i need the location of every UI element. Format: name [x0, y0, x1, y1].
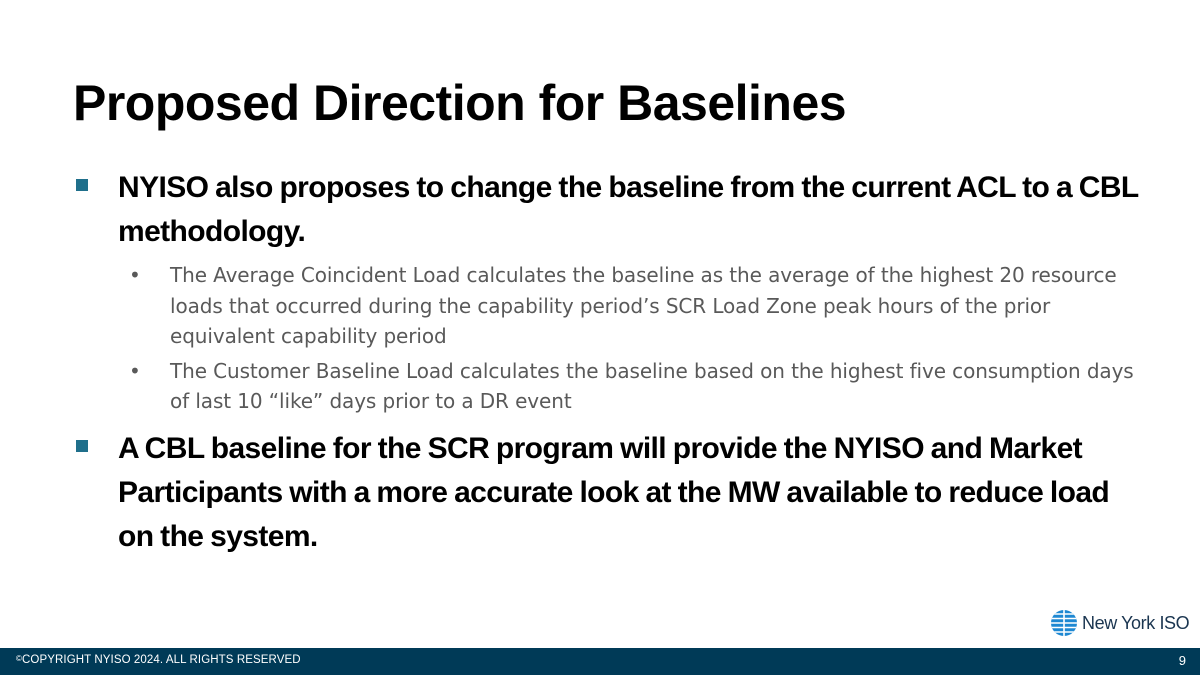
- sub-bullet-text: The Customer Baseline Load calculates the baseline based on the highest five consumption days of last 10 “like” days prior to a DR event: [170, 358, 1134, 413]
- page-number: 9: [1178, 653, 1186, 668]
- round-bullet-icon: •: [129, 358, 141, 383]
- sub-bullet-item: [73, 356, 1143, 417]
- copyright-text: COPYRIGHT NYISO 2024. ALL RIGHTS RESERVED: [22, 654, 301, 666]
- sub-bullet-text: The Average Coincident Load calculates the baseline as the average of the highest 20 resource loads that occurred during the capability period’s SCR Load Zone peak hours of the prior equivalent capability period: [170, 263, 1117, 348]
- square-bullet-icon: [76, 179, 88, 191]
- bullet-item: [73, 427, 1143, 559]
- copyright-notice: [16, 654, 301, 666]
- logo-text: New York ISO: [1082, 612, 1190, 633]
- slide-title: Proposed Direction for Baselines: [73, 75, 847, 131]
- bullet-text: A CBL baseline for the SCR program will provide the NYISO and Market Participants with a more accurate look at the MW available to reduce load on the system.: [118, 431, 1110, 553]
- square-bullet-icon: [76, 440, 88, 452]
- bullet-text: NYISO also proposes to change the baseline from the current ACL to a CBL methodology.: [118, 171, 1139, 248]
- bullet-item: [73, 166, 1143, 254]
- nyiso-logo: [1050, 609, 1189, 637]
- round-bullet-icon: •: [129, 263, 141, 287]
- copyright-symbol: ©: [16, 654, 22, 663]
- slide-body: [73, 166, 1143, 559]
- globe-icon: [1050, 609, 1078, 637]
- footer-bar: [0, 648, 1200, 675]
- sub-bullet-item: [73, 260, 1143, 352]
- sub-bullet-list: [73, 260, 1143, 417]
